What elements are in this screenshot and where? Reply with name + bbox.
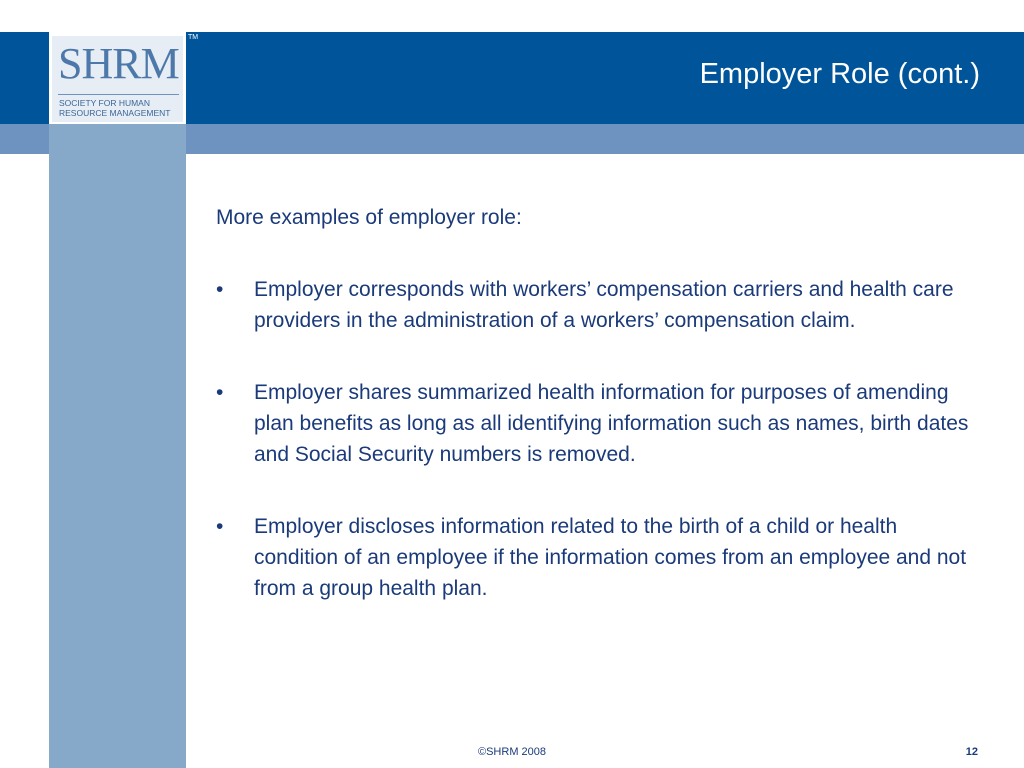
footer-copyright: ©SHRM 2008 [477,746,547,758]
logo-trademark: TM [188,34,199,41]
left-accent-column [49,124,186,768]
page-number: 12 [965,746,978,758]
bullet-text: Employer corresponds with workers’ compensation carriers and health care providers in the administration of a workers’ compensation claim. [254,278,954,332]
logo-divider [58,94,179,95]
logo-tagline-line1: SOCIETY FOR HUMAN [59,98,150,108]
logo-background [52,36,183,122]
slide-body [216,202,986,645]
intro-text: More examples of employer role: [216,206,522,229]
bullet-icon: • [216,381,224,404]
logo-letters: SHRM [58,39,179,88]
bullet-item [216,377,986,470]
bullet-text: Employer discloses information related to the birth of a child or health condition of an employee if the information comes from an employee and not from a group health plan. [254,515,967,600]
logo-tagline-line2: RESOURCE MANAGEMENT [59,108,171,118]
logo-tagline [59,98,170,118]
slide-title: Employer Role (cont.) [699,58,980,90]
bullet-text: Employer shares summarized health information for purposes of amending plan benefits as long as all identifying information such as names, birth dates and Social Security numbers is removed. [254,381,969,466]
shrm-logo [49,32,186,124]
bullet-list [216,274,986,604]
bullet-icon: • [216,515,224,538]
top-strip [0,0,1024,32]
bullet-item [216,274,986,336]
bullet-item [216,511,986,604]
bullet-icon: • [216,278,224,301]
